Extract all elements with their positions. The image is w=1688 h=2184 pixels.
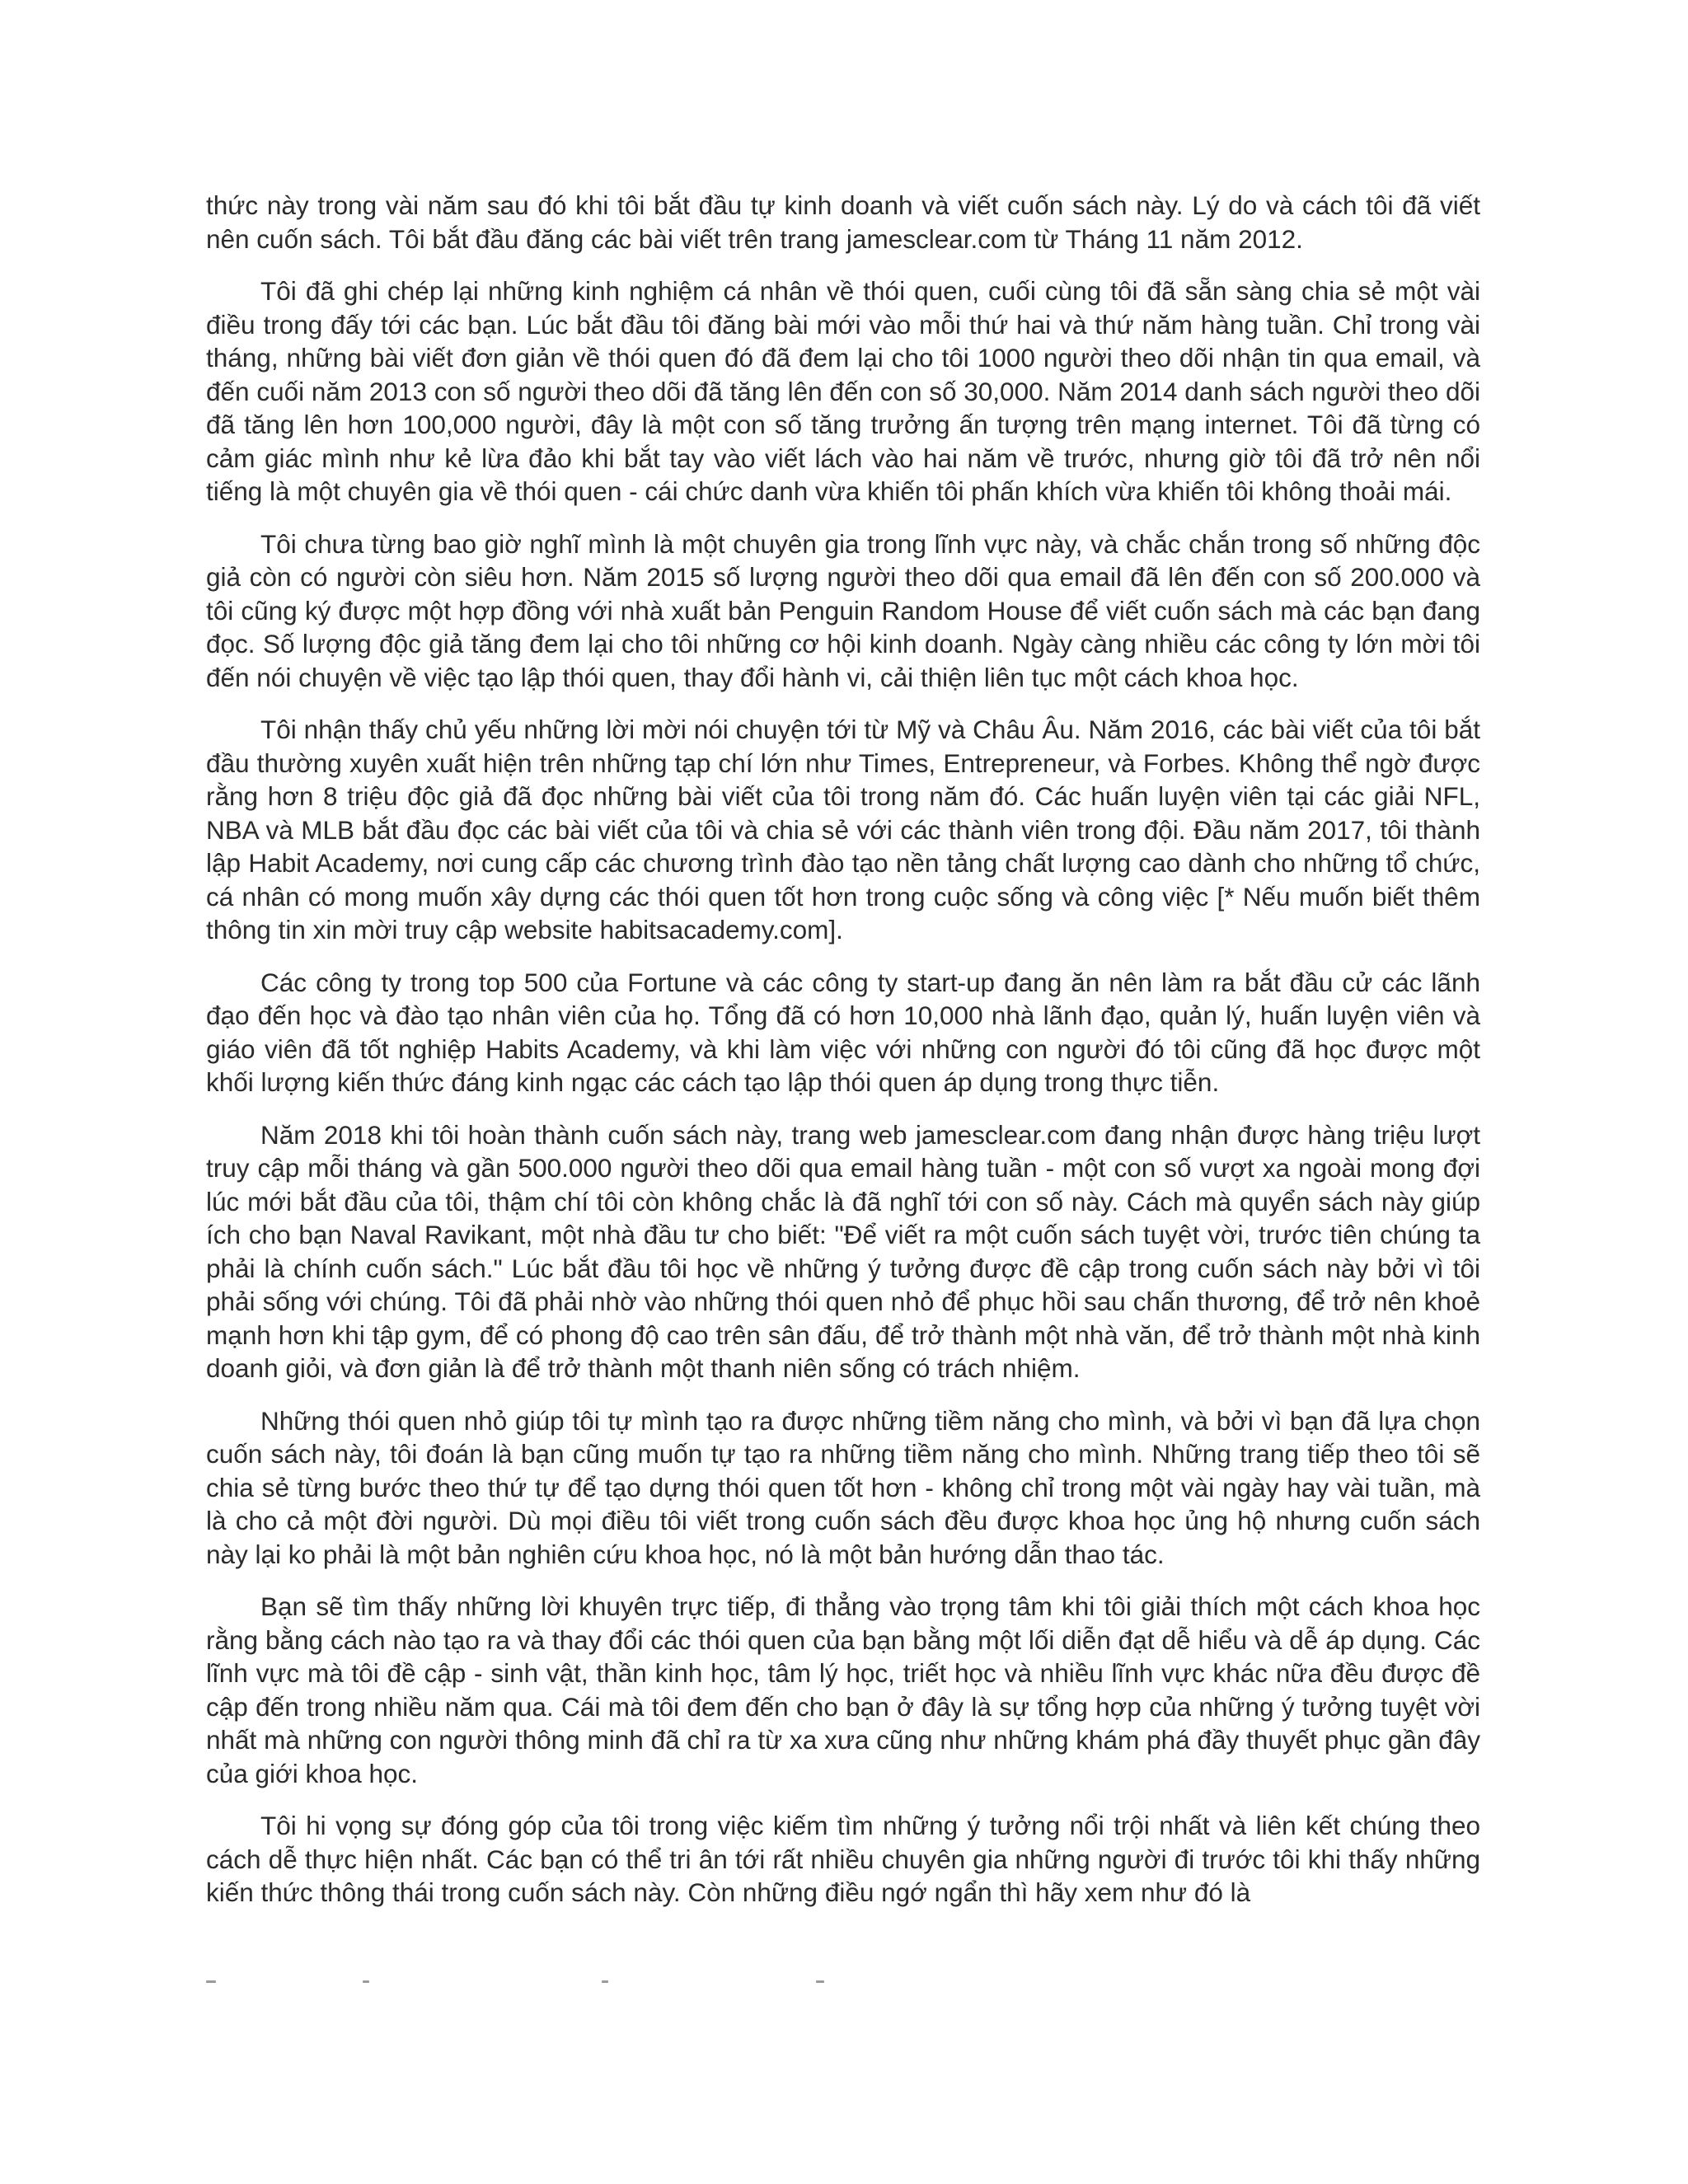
paragraph-2: Tôi đã ghi chép lại những kinh nghiệm cá nhân về thói quen, cuối cùng tôi đã sẵn sàng chia sẻ một vài điều trong đấy tới các bạn. Lúc bắt đầu tôi đăng bài mới vào mỗi thứ hai và thứ năm hàng tuần. Chỉ trong vài tháng, những bài viết đơn giản về thói quen đó đã đem lại cho tôi 1000 người theo dõi nhận tin qua email, và đến cuối năm 2013 con số người theo dõi đã tăng lên đến con số 30,000. Năm 2014 danh sách người theo dõi đã tăng lên hơn 100,000 người, đây là một con số tăng trưởng ấn tượng trên mạng internet. Tôi đã từng có cảm giác mình như kẻ lừa đảo khi bắt tay vào viết lách vào hai năm về trước, nhưng giờ tôi đã trở nên nổi tiếng là một chuyên gia về thói quen - cái chức danh vừa khiến tôi phấn khích vừa khiến tôi không thoải mái.: [206, 276, 1480, 506]
paragraph-8: Bạn sẽ tìm thấy những lời khuyên trực tiếp, đi thẳng vào trọng tâm khi tôi giải thích một cách khoa học rằng bằng cách nào tạo ra và thay đổi các thói quen của bạn bằng một lối diễn đạt dễ hiểu và dễ áp dụng. Các lĩnh vực mà tôi đề cập - sinh vật, thần kinh học, tâm lý học, triết học và nhiều lĩnh vực khác nữa đều được đề cập đến trong nhiều năm qua. Cái mà tôi đem đến cho bạn ở đây là sự tổng hợp của những ý tưởng tuyệt vời nhất mà những con người thông minh đã chỉ ra từ xa xưa cũng như những khám phá đầy thuyết phục gần đây của giới khoa học.: [206, 1591, 1480, 1788]
paragraph-7: Những thói quen nhỏ giúp tôi tự mình tạo ra được những tiềm năng cho mình, và bởi vì bạn đã lựa chọn cuốn sách này, tôi đoán là bạn cũng muốn tự tạo ra những tiềm năng cho mình. Những trang tiếp theo tôi sẽ chia sẻ từng bước theo thứ tự để tạo dựng thói quen tốt hơn - không chỉ trong một vài ngày hay vài tuần, mà là cho cả một đời người. Dù mọi điều tôi viết trong cuốn sách đều được khoa học ủng hộ nhưng cuốn sách này lại ko phải là một bản nghiên cứu khoa học, nó là một bản hướng dẫn thao tác.: [206, 1405, 1480, 1569]
paragraph-4: Tôi nhận thấy chủ yếu những lời mời nói chuyện tới từ Mỹ và Châu Âu. Năm 2016, các bài viết của tôi bắt đầu thường xuyên xuất hiện trên những tạp chí lớn như Times, Entrepreneur, và Forbes. Không thể ngờ được rằng hơn 8 triệu độc giả đã đọc những bài viết của tôi trong năm đó. Các huấn luyện viên tại các giải NFL, NBA và MLB bắt đầu đọc các bài viết của tôi và chia sẻ với các thành viên trong đội. Đầu năm 2017, tôi thành lập Habit Academy, nơi cung cấp các chương trình đào tạo nền tảng chất lượng cao dành cho những tổ chức, cá nhân có mong muốn xây dựng các thói quen tốt hơn trong cuộc sống và công việc [* Nếu muốn biết thêm thông tin xin mời truy cập website habitsacademy.com].: [206, 715, 1480, 944]
paragraph-3: Tôi chưa từng bao giờ nghĩ mình là một chuyên gia trong lĩnh vực này, và chắc chắn trong số những độc giả còn có người còn siêu hơn. Năm 2015 số lượng người theo dõi qua email đã lên đến con số 200.000 và tôi cũng ký được một hợp đồng với nhà xuất bản Penguin Random House để viết cuốn sách mà các bạn đang đọc. Số lượng độc giả tăng đem lại cho tôi những cơ hội kinh doanh. Ngày càng nhiều các công ty lớn mời tôi đến nói chuyện về việc tạo lập thói quen, thay đổi hành vi, cải thiện liên tục một cách khoa học.: [206, 528, 1480, 692]
paragraph-6: Năm 2018 khi tôi hoàn thành cuốn sách này, trang web jamesclear.com đang nhận được hàng triệu lượt truy cập mỗi tháng và gần 500.000 người theo dõi qua email hàng tuần - một con số vượt xa ngoài mong đợi lúc mới bắt đầu của tôi, thậm chí tôi còn không chắc là đã nghĩ tới con số này. Cách mà quyển sách này giúp ích cho bạn Naval Ravikant, một nhà đầu tư cho biết: "Để viết ra một cuốn sách tuyệt vời, trước tiên chúng ta phải là chính cuốn sách." Lúc bắt đầu tôi học về những ý tưởng được đề cập trong cuốn sách này bởi vì tôi phải sống với chúng. Tôi đã phải nhờ vào những thói quen nhỏ để phục hồi sau chấn thương, để trở nên khoẻ mạnh hơn khi tập gym, để có phong độ cao trên sân đấu, để trở thành một nhà văn, để trở thành một nhà kinh doanh giỏi, và đơn giản là để trở thành một thanh niên sống có trách nhiệm.: [206, 1119, 1480, 1383]
paragraph-9: Tôi hi vọng sự đóng góp của tôi trong việc kiếm tìm những ý tưởng nổi trội nhất và liên kết chúng theo cách dễ thực hiện nhất. Các bạn có thể tri ân tới rất nhiều chuyên gia những người đi trước tôi khi thấy những kiến thức thông thái trong cuốn sách này. Còn những điều ngớ ngẩn thì hãy xem như đó là: [206, 1811, 1480, 1907]
paragraph-1: thức này trong vài năm sau đó khi tôi bắt đầu tự kinh doanh và viết cuốn sách này. Lý do và cách tôi đã viết nên cuốn sách. Tôi bắt đầu đăng các bài viết trên trang jamesclear.com từ Tháng 11 năm 2012.: [206, 190, 1480, 254]
body-text: [206, 189, 1480, 1929]
paragraph-5: Các công ty trong top 500 của Fortune và các công ty start-up đang ăn nên làm ra bắt đầu cử các lãnh đạo đến học và đào tạo nhân viên của họ. Tổng đã có hơn 10,000 nhà lãnh đạo, quản lý, huấn luyện viên và giáo viên đã tốt nghiệp Habits Academy, và khi làm việc với những con người đó tôi cũng đã học được một khối lượng kiến thức đáng kinh ngạc các cách tạo lập thói quen áp dụng trong thực tiễn.: [206, 967, 1480, 1097]
cut-off-text-line: [206, 1979, 832, 1985]
